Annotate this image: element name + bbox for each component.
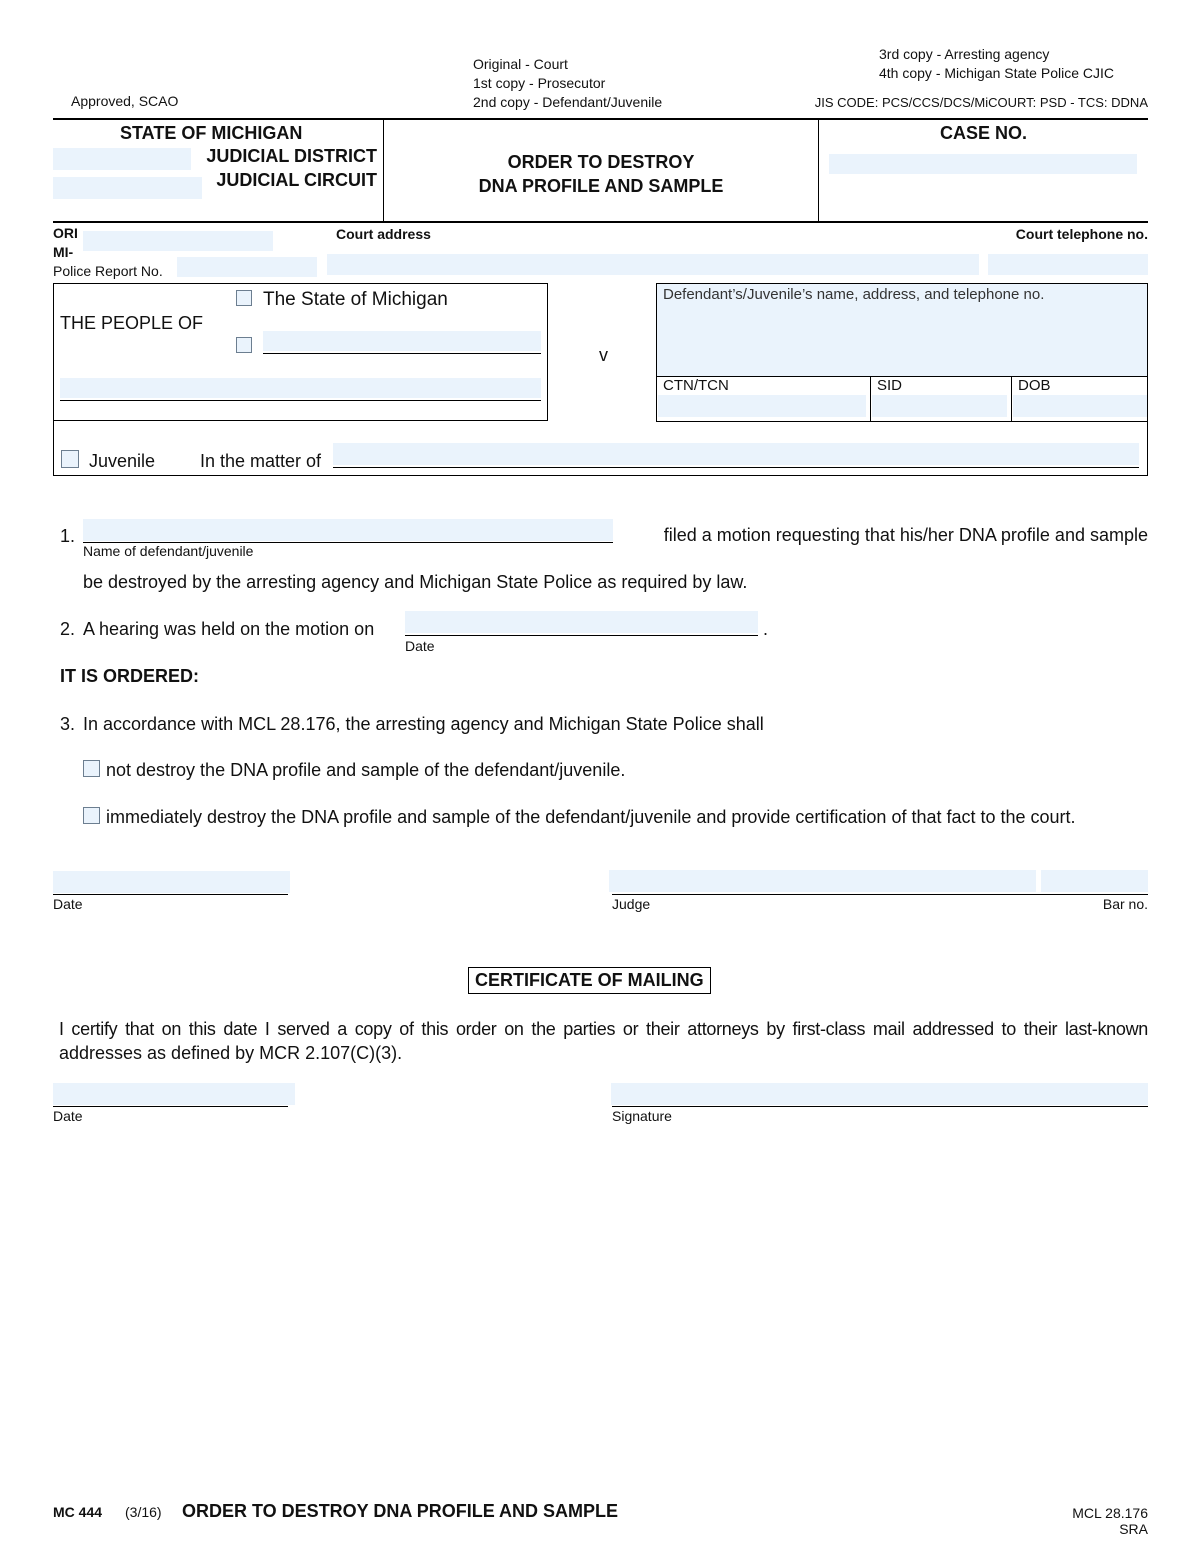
copy-line: 4th copy - Michigan State Police CJIC xyxy=(879,65,1114,81)
versus-label: v xyxy=(599,345,608,365)
item3-text: In accordance with MCL 28.176, the arresting agency and Michigan State Police shall xyxy=(83,714,764,734)
mailing-signature-caption: Signature xyxy=(612,1108,672,1124)
form-number: MC 444 xyxy=(53,1504,103,1520)
ctn-tcn-field[interactable] xyxy=(658,395,866,417)
in-matter-of-label: In the matter of xyxy=(200,451,322,471)
underline xyxy=(263,353,541,354)
approved-label: Approved, SCAO xyxy=(71,93,179,109)
divider xyxy=(53,118,1148,120)
court-address-label: Court address xyxy=(336,226,431,242)
order-date-caption: Date xyxy=(53,896,83,912)
copy-distribution-right xyxy=(879,45,1114,83)
copy-line: 1st copy - Prosecutor xyxy=(473,75,606,91)
item2-text: A hearing was held on the motion on xyxy=(83,619,375,639)
footer-authority xyxy=(1072,1505,1148,1537)
dob-label: DOB xyxy=(1018,377,1051,394)
underline xyxy=(405,635,758,636)
bar-no-field[interactable] xyxy=(1041,870,1148,892)
plaintiff-extra-field[interactable] xyxy=(60,378,541,398)
ori-field[interactable] xyxy=(83,231,273,251)
hearing-date-caption: Date xyxy=(405,638,435,654)
case-no-field[interactable] xyxy=(829,154,1137,174)
item1-text: filed a motion requesting that his/her DNA profile and sample xyxy=(663,525,1148,545)
form-title xyxy=(384,150,818,198)
state-label: STATE OF MICHIGAN xyxy=(120,123,303,143)
people-of-label: THE PEOPLE OF xyxy=(60,313,204,333)
hearing-date-field[interactable] xyxy=(405,611,758,633)
underline xyxy=(60,400,541,401)
juvenile-checkbox[interactable] xyxy=(61,450,79,468)
item-number: 3. xyxy=(60,714,76,734)
item-number: 2. xyxy=(60,619,76,639)
district-label: JUDICIAL DISTRICT xyxy=(206,146,377,166)
destroy-label: immediately destroy the DNA profile and sample of the defendant/juvenile and provide certification of that fact to the court. xyxy=(106,807,1076,827)
divider xyxy=(53,221,1148,223)
police-report-label: Police Report No. xyxy=(53,263,163,279)
in-matter-of-field[interactable] xyxy=(333,443,1139,465)
case-no-label: CASE NO. xyxy=(939,123,1027,143)
defendant-name-field[interactable] xyxy=(83,519,613,541)
judge-field[interactable] xyxy=(609,870,1036,892)
juvenile-label: Juvenile xyxy=(89,451,156,471)
underline xyxy=(333,467,1139,468)
defendant-name-caption: Name of defendant/juvenile xyxy=(83,543,254,559)
district-number-field[interactable] xyxy=(53,148,191,170)
period: . xyxy=(763,619,769,639)
underline xyxy=(612,1106,1148,1107)
ori-label: ORI xyxy=(53,225,78,241)
copy-distribution-middle xyxy=(473,55,662,112)
circuit-label: JUDICIAL CIRCUIT xyxy=(216,170,377,190)
court-phone-label: Court telephone no. xyxy=(1015,226,1148,242)
jis-code: JIS CODE: PCS/CCS/DCS/MiCOURT: PSD - TCS: DDNA xyxy=(814,95,1148,110)
form-title-line: ORDER TO DESTROY xyxy=(507,152,695,172)
state-of-michigan-checkbox[interactable] xyxy=(236,290,252,306)
ctn-tcn-label: CTN/TCN xyxy=(663,377,729,394)
item1-text-continued: be destroyed by the arresting agency and Michigan State Police as required by law. xyxy=(83,572,748,592)
form-revision: (3/16) xyxy=(125,1504,162,1520)
mailing-signature-field[interactable] xyxy=(611,1083,1148,1105)
sid-label: SID xyxy=(877,377,903,394)
not-destroy-checkbox[interactable] xyxy=(83,760,100,777)
state-of-michigan-label: The State of Michigan xyxy=(263,289,448,310)
mcl-reference: MCL 28.176 xyxy=(1072,1505,1148,1521)
defendant-label: Defendant’s/Juvenile’s name, address, and telephone no. xyxy=(663,286,1045,303)
copy-line: Original - Court xyxy=(473,56,568,72)
court-phone-field[interactable] xyxy=(988,254,1148,275)
underline xyxy=(612,894,1148,895)
it-is-ordered: IT IS ORDERED: xyxy=(60,666,200,686)
bar-no-caption: Bar no. xyxy=(1102,896,1148,912)
other-plaintiff-checkbox[interactable] xyxy=(236,337,252,353)
destroy-checkbox[interactable] xyxy=(83,807,100,824)
certificate-text-line1: I certify that on this date I served a copy of this order on the parties or their attorneys by first-class mail addressed to their last-known xyxy=(59,1019,1148,1039)
police-report-field[interactable] xyxy=(177,257,317,277)
divider xyxy=(870,376,871,422)
other-plaintiff-field[interactable] xyxy=(263,331,541,351)
certificate-title: CERTIFICATE OF MAILING xyxy=(468,967,711,994)
sra-reference: SRA xyxy=(1119,1521,1148,1537)
mi-label: MI- xyxy=(53,244,74,260)
underline xyxy=(53,894,288,895)
item-number: 1. xyxy=(60,526,76,546)
not-destroy-label: not destroy the DNA profile and sample of the defendant/juvenile. xyxy=(106,760,626,780)
dob-field[interactable] xyxy=(1013,395,1147,417)
footer-title: ORDER TO DESTROY DNA PROFILE AND SAMPLE xyxy=(182,1501,619,1521)
mailing-date-caption: Date xyxy=(53,1108,83,1124)
court-address-field[interactable] xyxy=(327,254,979,275)
divider xyxy=(1011,376,1012,422)
form-title-line: DNA PROFILE AND SAMPLE xyxy=(478,176,724,196)
order-date-field[interactable] xyxy=(53,871,290,893)
copy-line: 3rd copy - Arresting agency xyxy=(879,46,1050,62)
underline xyxy=(53,1106,288,1107)
mailing-date-field[interactable] xyxy=(53,1083,295,1105)
sid-field[interactable] xyxy=(872,395,1007,417)
copy-line: 2nd copy - Defendant/Juvenile xyxy=(473,94,663,110)
certificate-text-line2: addresses as defined by MCR 2.107(C)(3). xyxy=(59,1043,403,1063)
judge-caption: Judge xyxy=(612,896,651,912)
circuit-number-field[interactable] xyxy=(53,177,202,199)
